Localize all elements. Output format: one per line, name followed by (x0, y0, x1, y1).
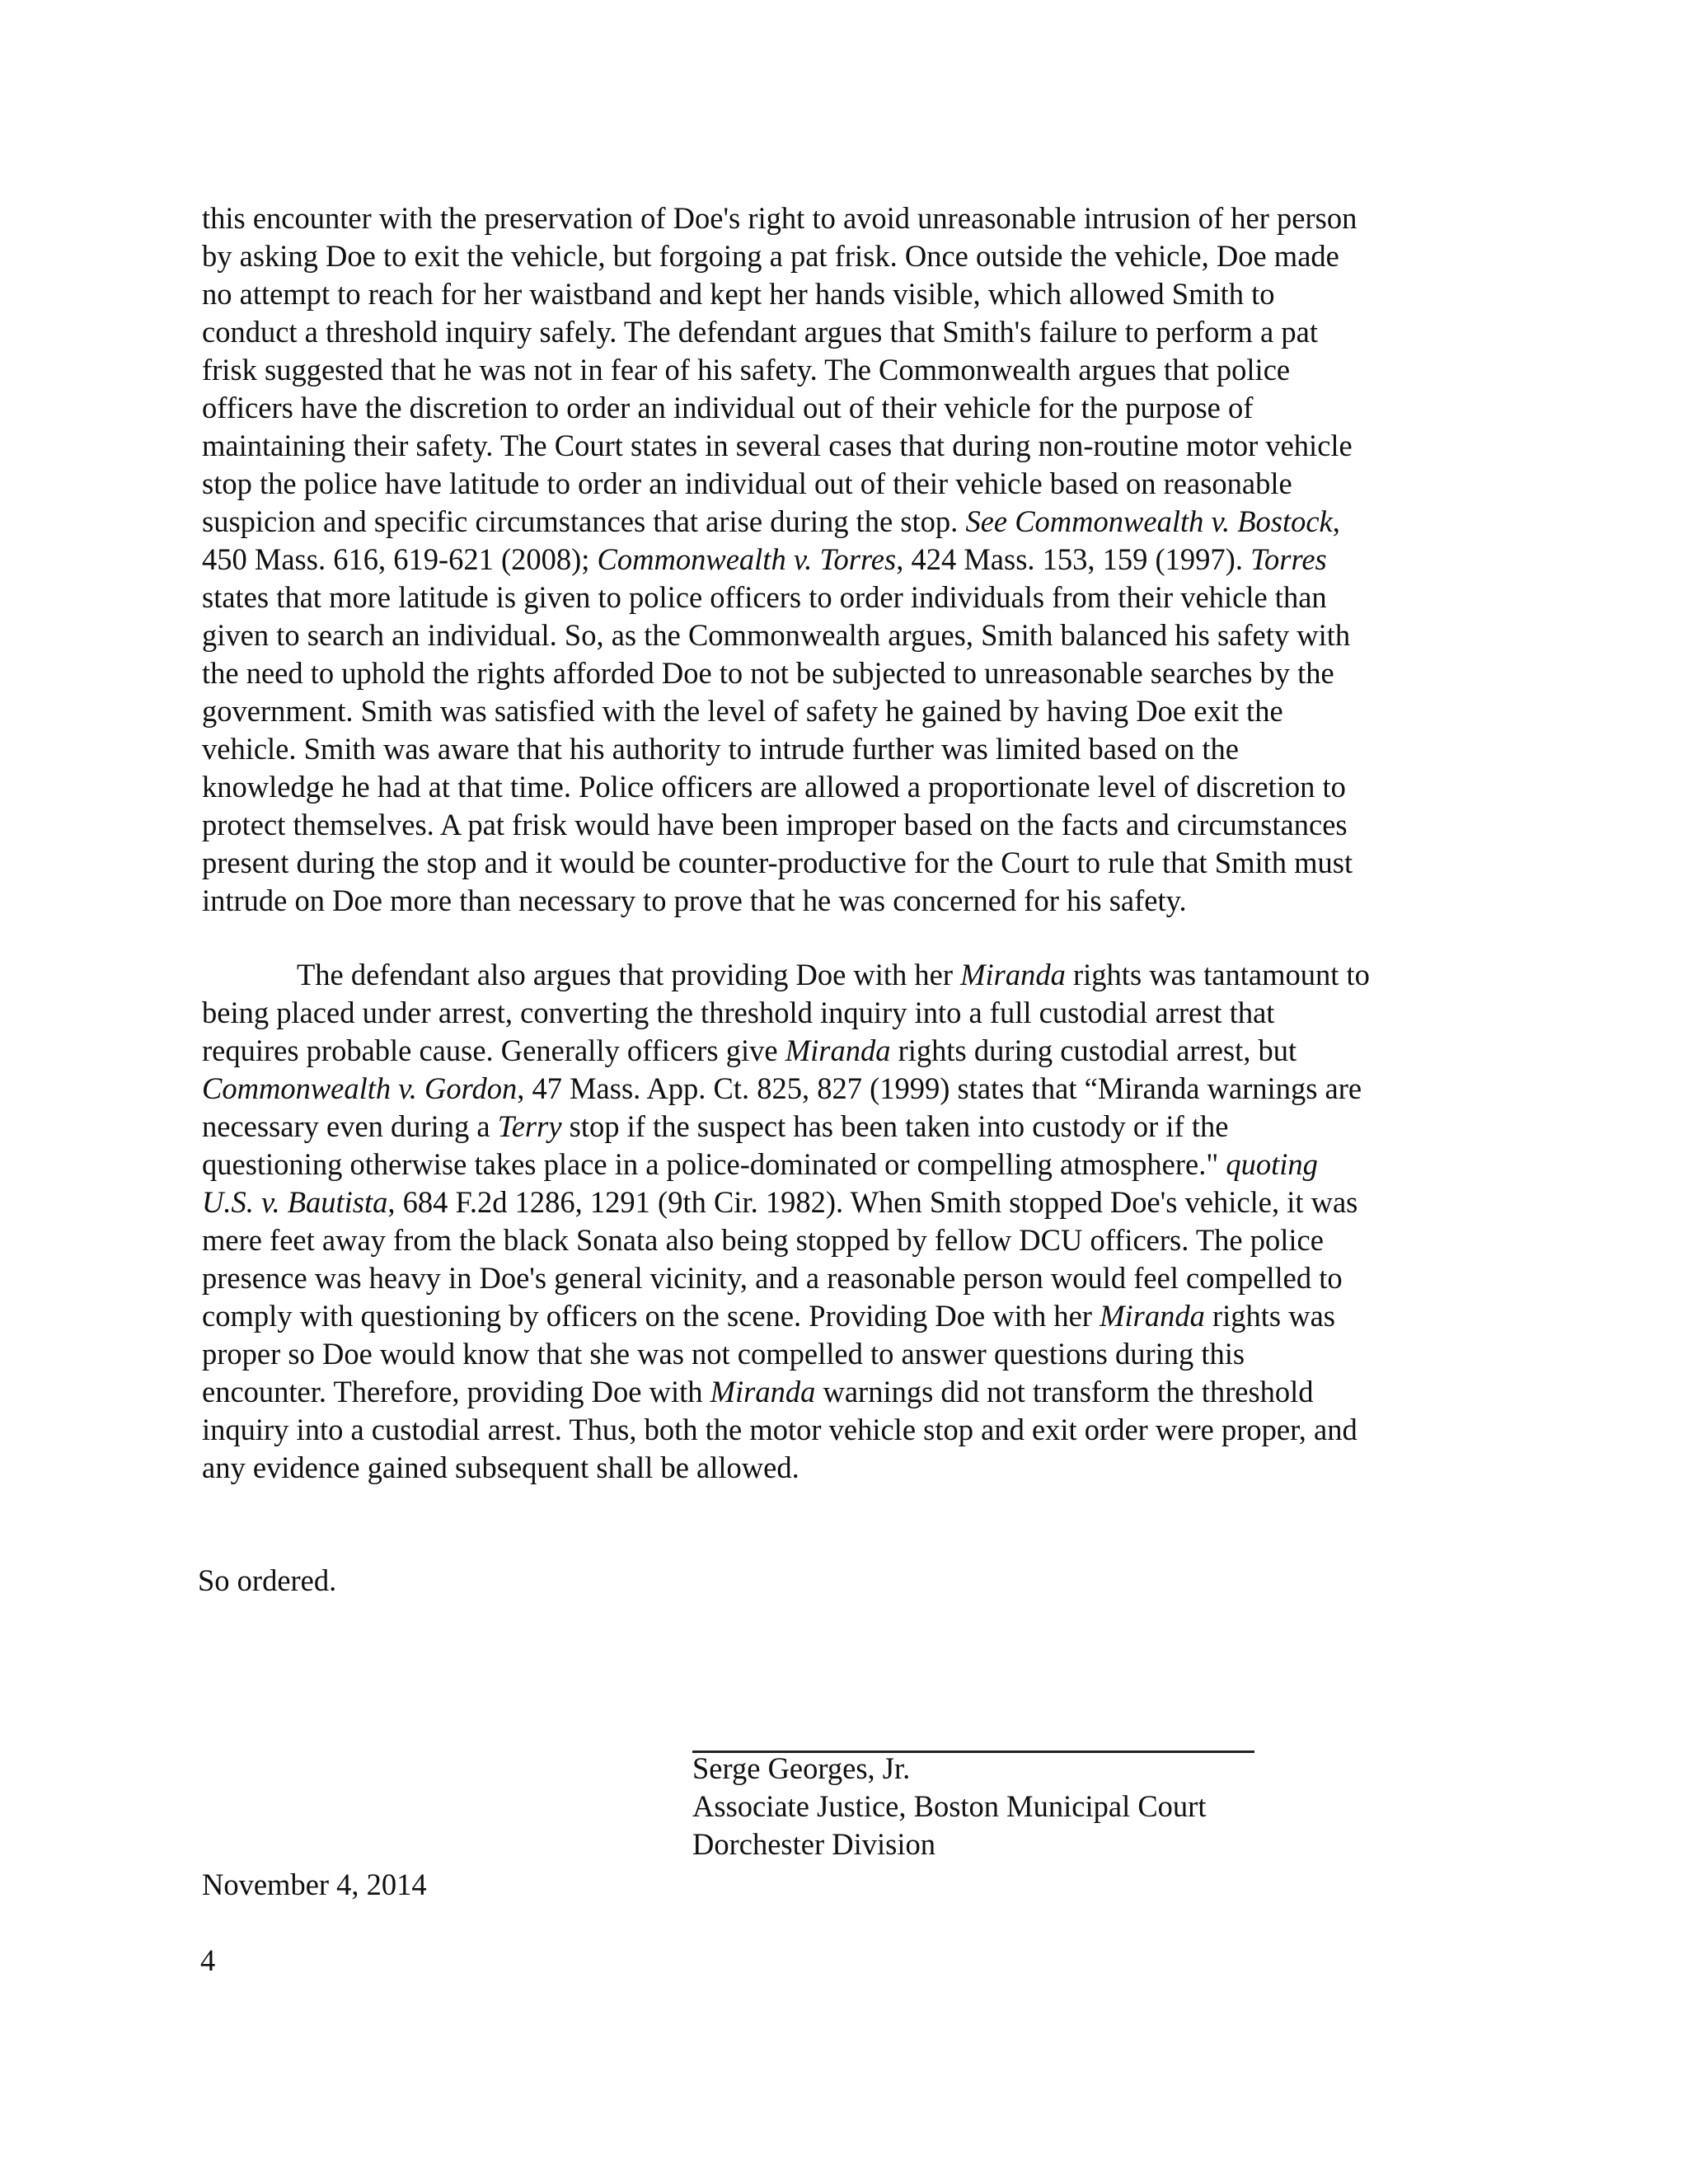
text-run: questioning otherwise takes place in a police-dominated or compelling atmosphere." (202, 1147, 1226, 1181)
text-run: stop if the suspect has been taken into custody or if the (561, 1109, 1229, 1143)
body-paragraph-1 (202, 199, 1488, 920)
text-run: , (1332, 504, 1340, 538)
signer-name: Serge Georges, Jr. (692, 1751, 911, 1785)
italic-citation: Miranda (960, 958, 1066, 991)
text-run: , 424 Mass. 153, 159 (1997). (896, 542, 1251, 576)
text-line (202, 844, 1488, 882)
text-run: stop the police have latitude to order an individual out of their vehicle based on reasonable (202, 466, 1292, 500)
italic-citation: See Commonwealth v. Bostock (965, 504, 1333, 538)
signer-title: Associate Justice, Boston Municipal Court (692, 1789, 1207, 1823)
text-line (202, 1183, 1488, 1221)
text-line (202, 1373, 1488, 1411)
text-line (202, 199, 1488, 237)
text-line (202, 579, 1488, 616)
text-line (202, 692, 1488, 730)
text-line (202, 465, 1488, 503)
text-run: The defendant also argues that providing Doe with her (297, 958, 961, 991)
text-run: government. Smith was satisfied with the level of safety he gained by having Doe exit the (202, 694, 1283, 728)
text-run: intrude on Doe more than necessary to prove that he was concerned for his safety. (202, 883, 1187, 917)
text-run: suspicion and specific circumstances that arise during the stop. (202, 504, 966, 538)
italic-citation: Commonwealth v. Gordon (202, 1071, 518, 1105)
italic-citation: Miranda (1100, 1299, 1205, 1333)
body-paragraph-2 (202, 956, 1488, 1487)
italic-citation: Terry (497, 1109, 562, 1143)
text-run: rights was (1204, 1299, 1335, 1333)
text-line (202, 275, 1488, 313)
text-line (202, 616, 1488, 654)
text-line (202, 1032, 1488, 1070)
text-run: being placed under arrest, converting the threshold inquiry into a full custodial arrest that (202, 996, 1275, 1029)
text-run: rights during custodial arrest, but (890, 1033, 1297, 1067)
text-run: presence was heavy in Doe's general vicinity, and a reasonable person would feel compelled to (202, 1261, 1343, 1295)
text-run: this encounter with the preservation of Doe's right to avoid unreasonable intrusion of her person (202, 201, 1357, 235)
closing-statement: So ordered. (198, 1563, 337, 1597)
text-run: given to search an individual. So, as the Commonwealth argues, Smith balanced his safety with (202, 618, 1351, 652)
italic-citation: quoting (1226, 1147, 1318, 1181)
text-line (202, 994, 1488, 1032)
text-line (202, 1221, 1488, 1259)
text-line (202, 730, 1488, 768)
italic-citation: Commonwealth v. Torres (597, 542, 897, 576)
signature-block (692, 1750, 1206, 1863)
text-run: inquiry into a custodial arrest. Thus, both the motor vehicle stop and exit order were proper, and (202, 1413, 1357, 1446)
text-run: , 47 Mass. App. Ct. 825, 827 (1999) states that “Miranda warnings are (517, 1071, 1362, 1105)
text-run: necessary even during a (202, 1109, 498, 1143)
text-run: 450 Mass. 616, 619-621 (2008); (202, 542, 598, 576)
text-run: knowledge he had at that time. Police officers are allowed a proportionate level of discretion to (202, 770, 1346, 804)
text-run: any evidence gained subsequent shall be allowed. (202, 1451, 799, 1484)
text-run: states that more latitude is given to police officers to order individuals from their vehicle than (202, 580, 1327, 614)
text-line (202, 237, 1488, 275)
signer-division: Dorchester Division (692, 1827, 935, 1861)
italic-citation: Miranda (785, 1033, 891, 1067)
text-run: protect themselves. A pat frisk would have been improper based on the facts and circumstances (202, 808, 1348, 841)
text-line (202, 768, 1488, 806)
text-run: maintaining their safety. The Court states in several cases that during non-routine motor vehicle (202, 429, 1353, 462)
text-run: mere feet away from the black Sonata also being stopped by fellow DCU officers. The police (202, 1223, 1324, 1257)
text-run: requires probable cause. Generally officers give (202, 1033, 785, 1067)
text-line (202, 1108, 1488, 1146)
text-line (202, 1259, 1488, 1297)
text-line (202, 956, 1488, 994)
text-run: officers have the discretion to order an individual out of their vehicle for the purpose of (202, 391, 1254, 424)
text-run: by asking Doe to exit the vehicle, but forgoing a pat frisk. Once outside the vehicle, Doe made (202, 239, 1339, 273)
text-line (202, 541, 1488, 579)
text-run: conduct a threshold inquiry safely. The defendant argues that Smith's failure to perform a pat (202, 315, 1318, 349)
text-run: frisk suggested that he was not in fear of his safety. The Commonwealth argues that police (202, 353, 1291, 387)
text-run: comply with questioning by officers on the scene. Providing Doe with her (202, 1299, 1100, 1333)
text-line (202, 313, 1488, 351)
text-line (202, 503, 1488, 541)
text-line (202, 351, 1488, 389)
text-line (202, 654, 1488, 692)
document-date: November 4, 2014 (202, 1868, 427, 1901)
italic-citation: Torres (1250, 542, 1327, 576)
text-line (202, 1297, 1488, 1335)
text-run: proper so Doe would know that she was not compelled to answer questions during this (202, 1337, 1245, 1371)
text-line (202, 1411, 1488, 1449)
text-line (202, 1146, 1488, 1183)
text-line (202, 806, 1488, 844)
italic-citation: U.S. v. Bautista (202, 1185, 388, 1219)
text-run: the need to uphold the rights afforded Doe to not be subjected to unreasonable searches by the (202, 656, 1334, 690)
text-line (202, 389, 1488, 427)
text-line (202, 1449, 1488, 1487)
text-run: , 684 F.2d 1286, 1291 (9th Cir. 1982). When Smith stopped Doe's vehicle, it was (387, 1185, 1358, 1219)
page-number: 4 (200, 1943, 216, 1977)
text-line (202, 1335, 1488, 1373)
text-run: rights was tantamount to (1065, 958, 1370, 991)
text-run: encounter. Therefore, providing Doe with (202, 1375, 710, 1408)
text-run: vehicle. Smith was aware that his authority to intrude further was limited based on the (202, 732, 1239, 766)
text-run: no attempt to reach for her waistband and kept her hands visible, which allowed Smith to (202, 277, 1275, 311)
text-line (202, 882, 1488, 920)
text-line (202, 1070, 1488, 1108)
italic-citation: Miranda (710, 1375, 816, 1408)
text-line (202, 427, 1488, 465)
text-run: warnings did not transform the threshold (815, 1375, 1314, 1408)
text-run: present during the stop and it would be counter-productive for the Court to rule that Smith must (202, 846, 1353, 879)
